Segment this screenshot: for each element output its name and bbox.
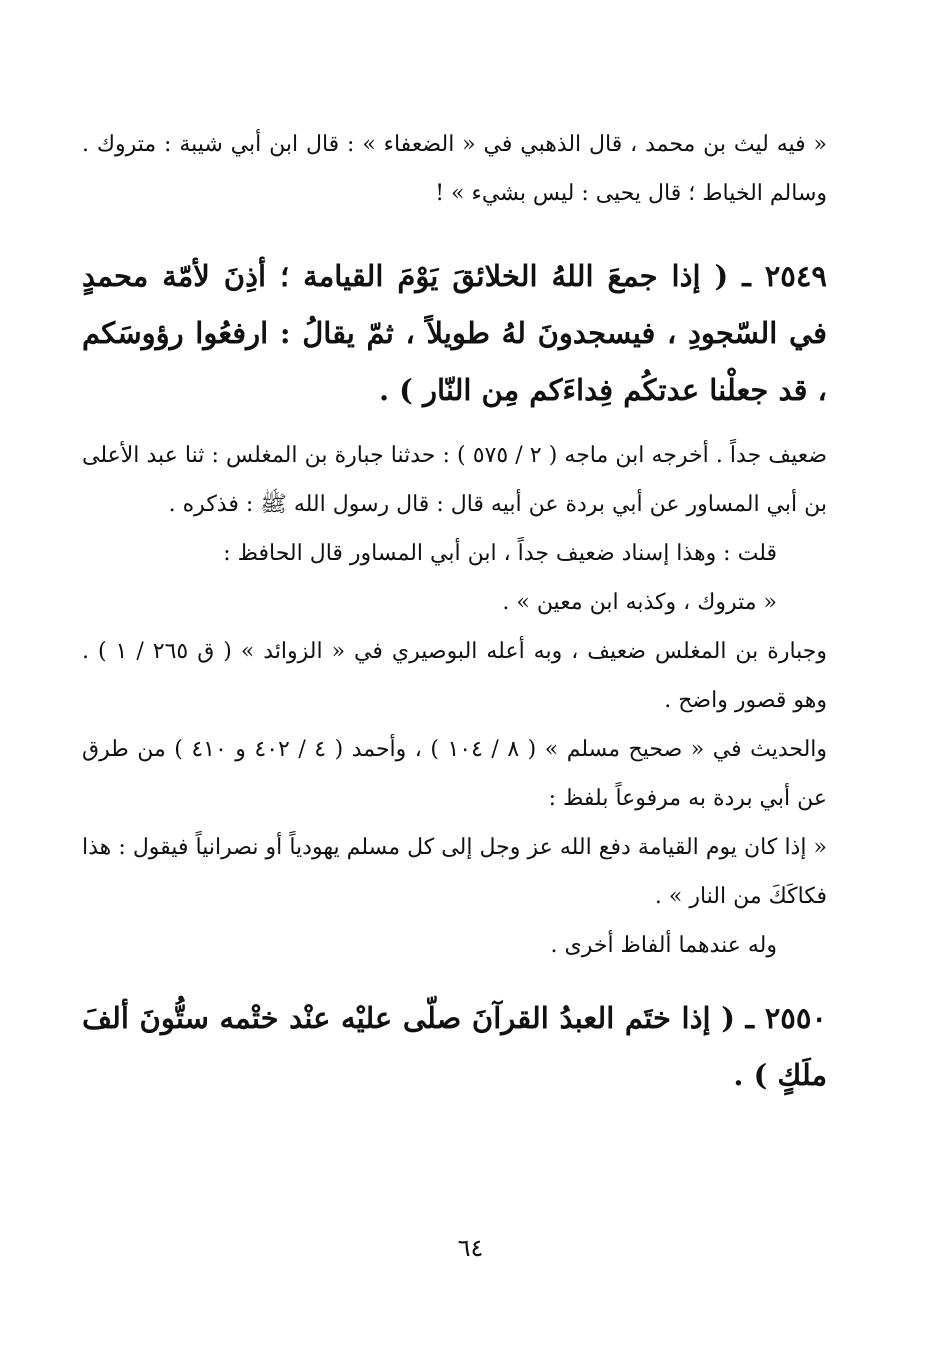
paragraph-6: والحديث في « صحيح مسلم » ( ٨ / ١٠٤ ) ، وأحمد ( ٤ / ٤٠٢ و ٤١٠ ) من طرق عن أبي بردة به مرفوعاً بلفظ : (82, 737, 828, 811)
paragraph-5: وجبارة بن المغلس ضعيف ، وبه أعله البوصيري في « الزوائد » ( ق ٢٦٥ / ١ ) . وهو قصور واضح . (82, 639, 828, 713)
hadith-2549: ٢٥٤٩ ـ ( إذا جمعَ اللهُ الخلائقَ يَوْمَ القيامة ؛ أذِنَ لأمّة محمدٍ في السّجودِ ، فيسجدونَ لهُ طويلاً ، ثمّ يقالُ : ارفعُوا رؤوسَكم ، قد جعلْنا عدتكُم فِداءَكم مِن النّار ) . (82, 259, 827, 407)
page-number: ٦٤ (457, 1234, 484, 1262)
page-body (82, 120, 827, 1104)
paragraph-1: « فيه ليث بن محمد ، قال الذهبي في « الضعفاء » : قال ابن أبي شيبة : متروك . وسالم الخياط ؛ قال يحيى : ليس بشيء » ! (82, 132, 827, 206)
paragraph-8: وله عندهما ألفاظ أخرى . (550, 933, 777, 958)
paragraph-3: قلت : وهذا إسناد ضعيف جداً ، ابن أبي المساور قال الحافظ : (223, 541, 777, 566)
hadith-2550: ٢٥٥٠ ـ ( إذا ختَم العبدُ القرآنَ صلّى عليْه عنْد ختْمه ستُّونَ ألفَ ملَكٍ ) . (82, 1001, 827, 1092)
paragraph-2: ضعيف جداً . أخرجه ابن ماجه ( ٢ / ٥٧٥ ) : حدثنا جبارة بن المغلس : ثنا عبد الأعلى بن أبي المساور عن أبي بردة عن أبيه قال : قال رسول الله ﷺ : فذكره . (82, 443, 827, 517)
paragraph-7: « إذا كان يوم القيامة دفع الله عز وجل إلى كل مسلم يهودياً أو نصرانياً فيقول : هذا فكاكَكَ من النار » . (82, 835, 827, 909)
paragraph-4: « متروك ، وكذبه ابن معين » . (502, 590, 777, 615)
